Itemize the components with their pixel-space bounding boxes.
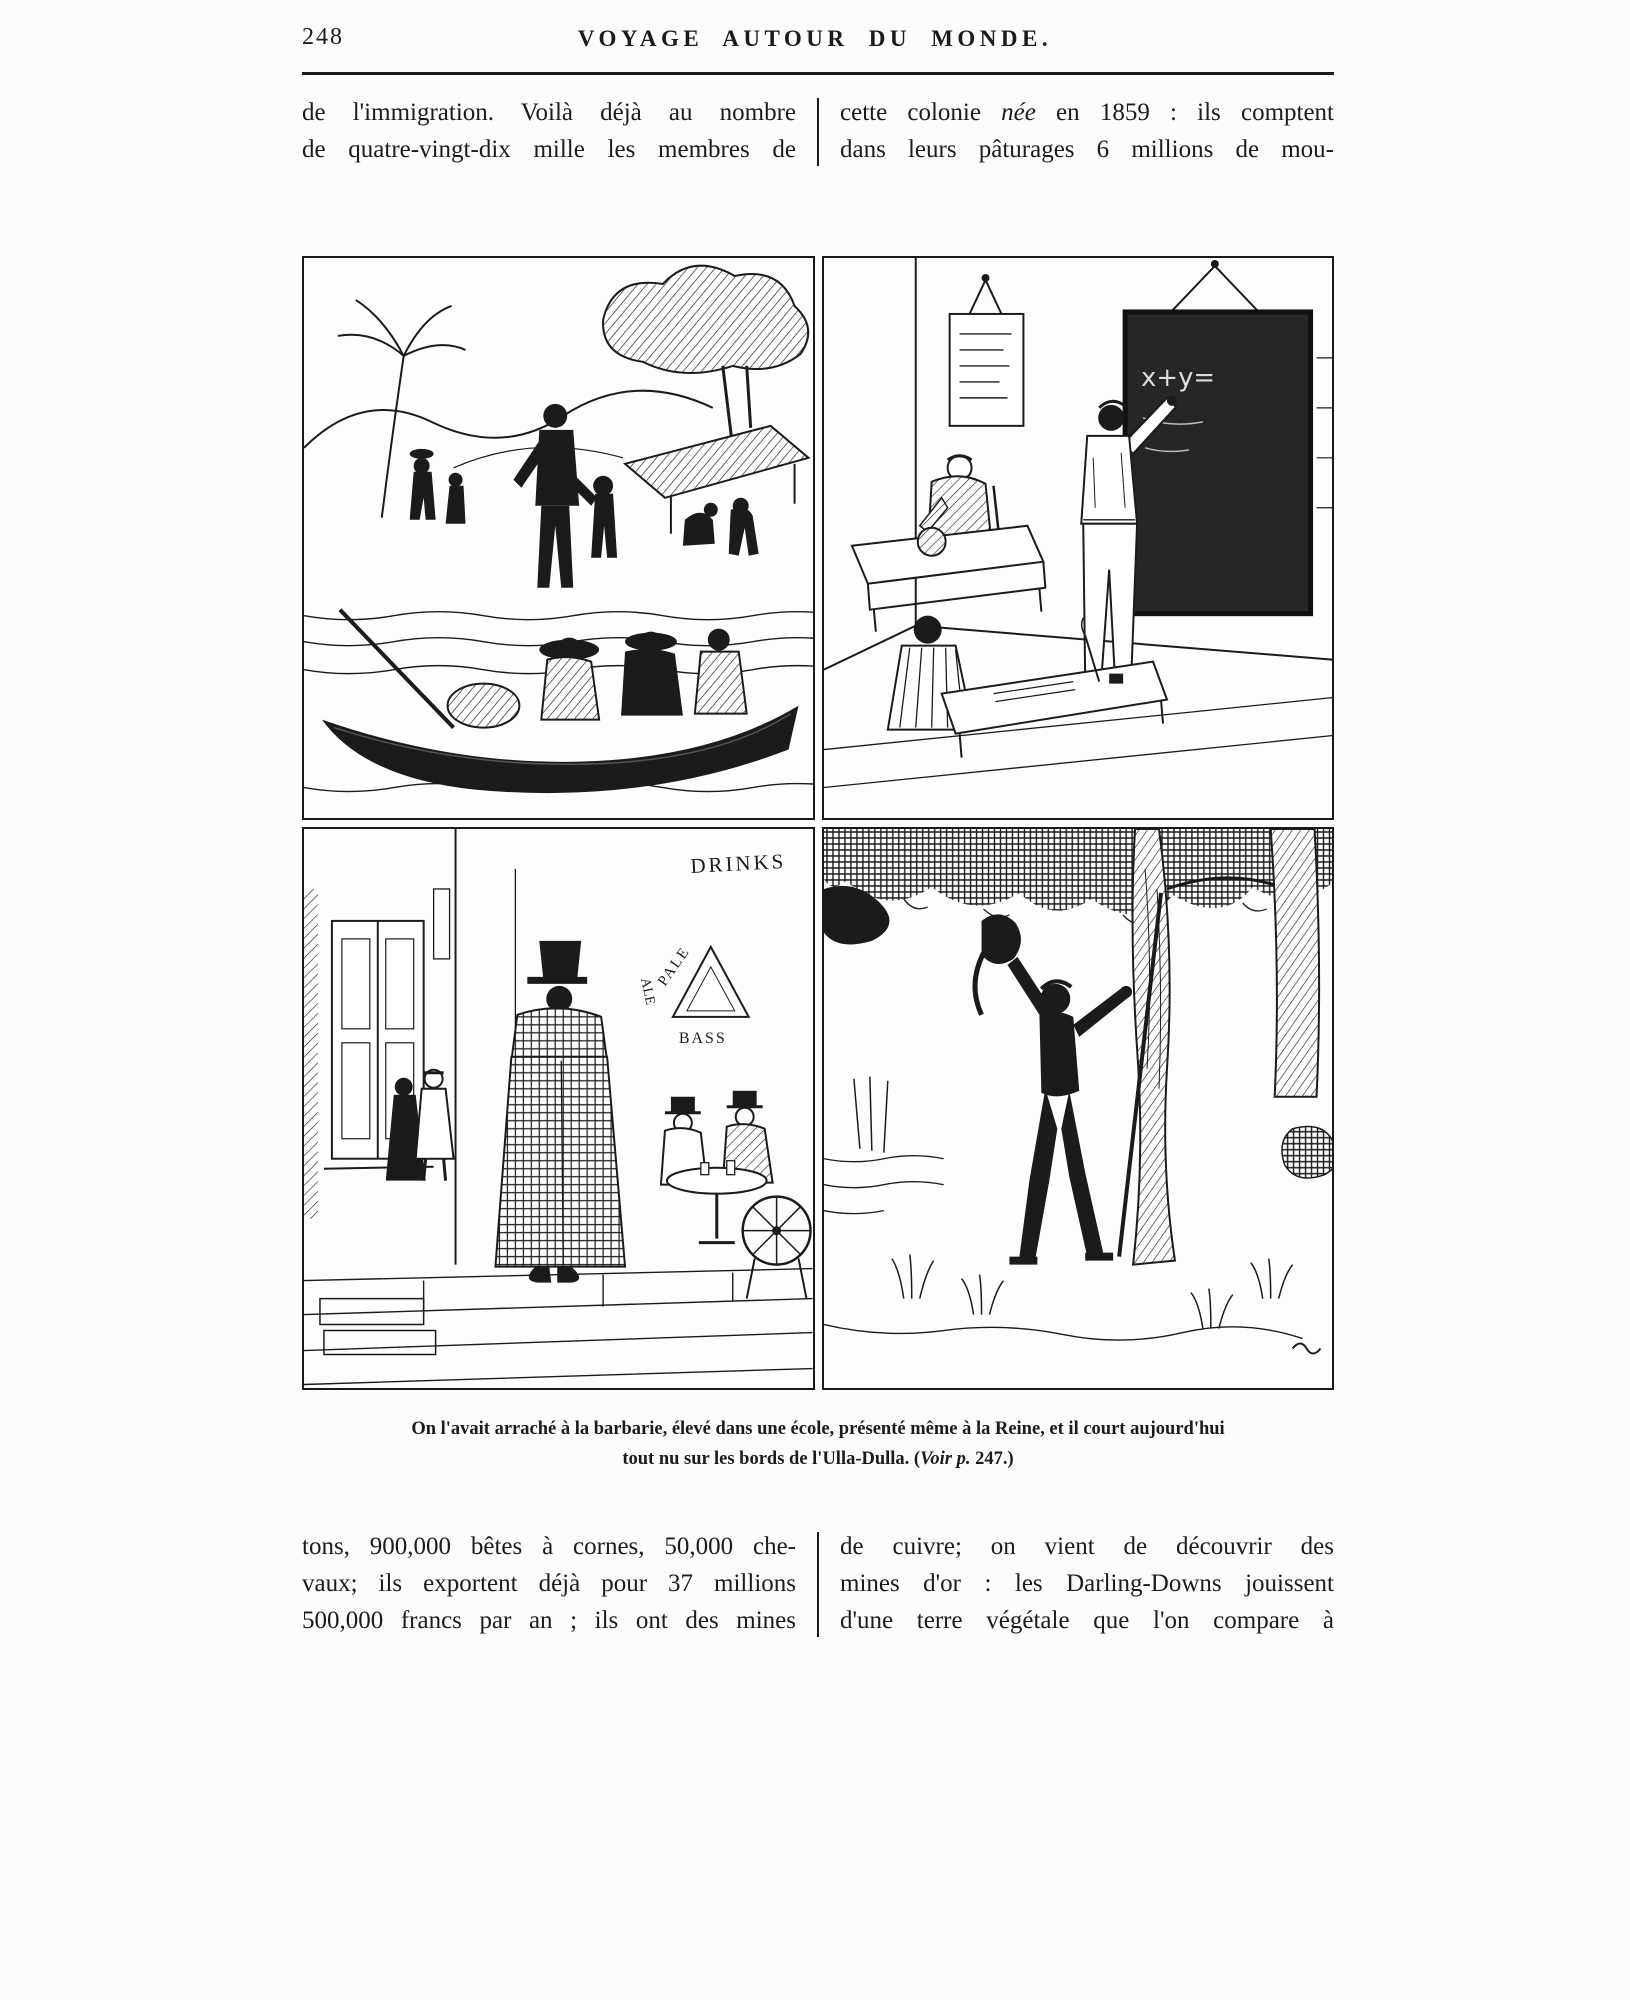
building-wall	[304, 829, 515, 1265]
text-segment-italic: née	[1001, 99, 1036, 126]
panel-bush-scene	[822, 827, 1335, 1391]
boat-with-passengers	[322, 610, 799, 793]
text-line: vaux; ils exportent déjà pour 37 millions	[302, 1570, 796, 1597]
text-line: de quatre-vingt-dix mille les membres de	[302, 136, 796, 163]
header-rule	[302, 72, 1334, 75]
text-line: de cuivre; on vient de découvrir des	[840, 1533, 1334, 1560]
shore-figures	[410, 404, 759, 588]
caption-segment-italic: Voir p.	[920, 1449, 971, 1469]
drinks-sign-text: DRINKS	[689, 848, 787, 878]
text-line: de l'immigration. Voilà déjà au nombre	[302, 99, 796, 126]
spinning-wheel	[743, 1196, 811, 1298]
pale-sign-text: PALE	[655, 943, 694, 989]
caption-line: On l'avait arraché à la barbarie, élevé dans une école, présenté même à la Reine, et il court aujourd'hui	[411, 1419, 1225, 1439]
top-left-column	[302, 94, 796, 168]
bottom-right-column	[840, 1528, 1334, 1639]
text-segment: en 1859 : ils comptent	[1035, 99, 1335, 126]
hunter-figure	[975, 914, 1132, 1264]
text-line: mines d'or : les Darling-Downs jouissent	[840, 1570, 1334, 1597]
street-illustration	[304, 829, 813, 1389]
text-line: d'une terre végétale que l'on compare à	[840, 1607, 1334, 1634]
page-number: 248	[302, 24, 344, 50]
column-divider	[817, 1532, 819, 1637]
text-line: 500,000 francs par an ; ils ont des mines	[302, 1607, 796, 1634]
text-line: tons, 900,000 bêtes à cornes, 50,000 che-	[302, 1533, 796, 1560]
figure-caption	[302, 1414, 1334, 1474]
pub-signs	[637, 848, 787, 1046]
teacher-at-desk	[851, 456, 1044, 632]
school-illustration	[824, 258, 1333, 818]
blackboard	[1125, 312, 1310, 614]
foliage-canopy	[824, 829, 1333, 944]
bass-sign-text: BASS	[678, 1029, 727, 1047]
panel-river-landing-scene	[302, 256, 815, 820]
ale-sign-text: ALE	[637, 976, 658, 1006]
wooden-ground	[304, 1268, 813, 1384]
bottom-left-column	[302, 1528, 796, 1639]
engraving-figure	[302, 256, 1334, 1390]
top-right-column	[840, 94, 1334, 168]
text-line	[840, 94, 1334, 131]
bottom-text-block	[302, 1528, 1334, 1639]
bush-illustration	[824, 829, 1333, 1389]
blackboard-equation: x+y=	[1140, 362, 1215, 393]
text-segment: cette colonie	[840, 99, 1002, 126]
caption-line	[302, 1444, 1334, 1474]
panel-street-scene	[302, 827, 815, 1391]
caption-segment: 247.)	[970, 1449, 1014, 1469]
caption-segment: tout nu sur les bords de l'Ulla-Dulla. (	[622, 1449, 921, 1469]
top-text-block	[302, 94, 1334, 168]
table-drinkers	[661, 1090, 773, 1242]
column-divider	[817, 98, 819, 166]
text-line: dans leurs pâturages 6 millions de mou-	[840, 136, 1334, 163]
river-landing-illustration	[304, 258, 813, 818]
running-header-title: VOYAGE AUTOUR DU MONDE.	[577, 26, 1053, 51]
panel-school-scene	[822, 256, 1335, 820]
